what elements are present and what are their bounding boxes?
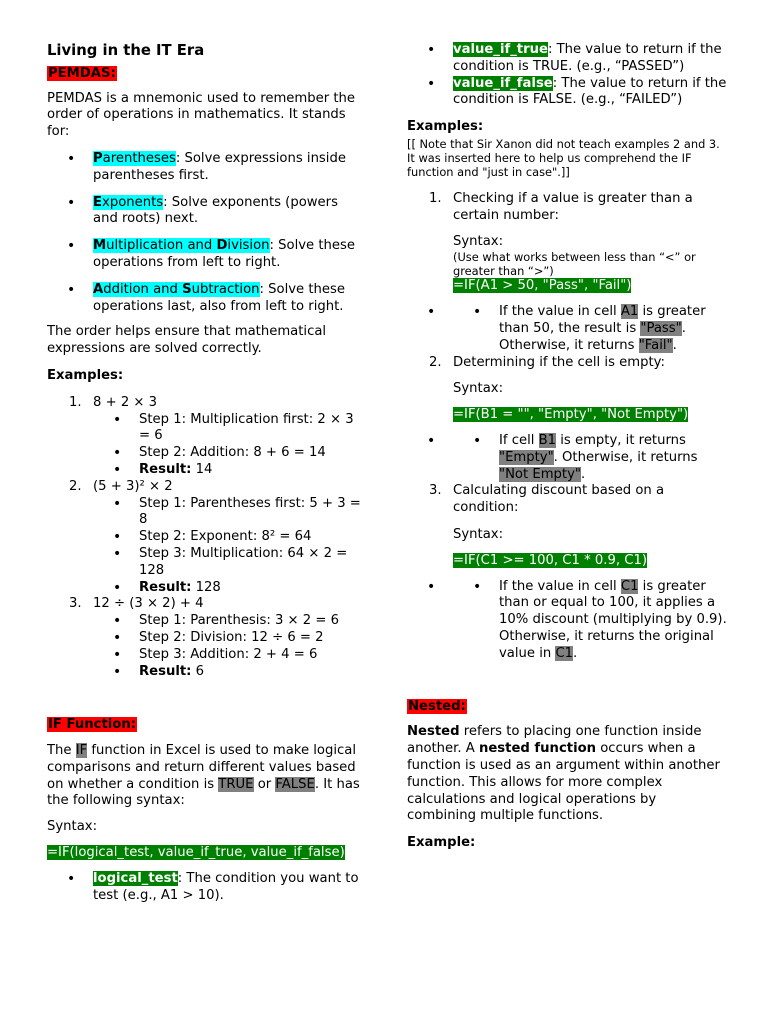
if-examples-heading: Examples: <box>407 119 484 135</box>
step: • Step 1: Parentheses first: 5 + 3 = 8 <box>93 496 365 530</box>
result: • Result: 14 <box>93 462 365 479</box>
pemdas-intro: PEMDAS is a mnemonic used to remember the order of operations in mathematics. It stands for: <box>47 90 355 140</box>
step: • Step 2: Exponent: 8² = 64 <box>93 529 365 546</box>
right-column <box>407 0 727 852</box>
order-note: The order helps ensure that mathematical expressions are solved correctly. <box>47 324 327 357</box>
pemdas-heading: PEMDAS: <box>48 65 116 81</box>
example-item: 2. (5 + 3)² × 2 • Step 1: Parentheses first: 5 + 3 = 8 • Step 2: Exponent: 8² = 64 • Step 3: Multiplication: 64 × 2 = 128 • Result: 128 <box>47 479 365 597</box>
if-syntax: =IF(logical_test, value_if_true, value_if_false) <box>47 845 345 861</box>
left-column <box>47 0 365 904</box>
example-syntax: =IF(C1 >= 100, C1 * 0.9, C1) <box>453 552 647 568</box>
if-example-3: 3. Calculating discount based on a condition: Syntax: =IF(C1 >= 100, C1 * 0.9, C1) • • If the value in cell C1 is greater than or equal to 100, it applies a 10% discount (multiplying by 0.9). Otherwise, it returns the original value in C1. <box>407 483 727 662</box>
syntax-label: Syntax: <box>47 819 98 835</box>
if-example-2: 2. Determining if the cell is empty: Syntax: =IF(B1 = "", "Empty", "Not Empty") • • If cell B1 is empty, it returns "Empty". Otherwise, it returns "Not Empty". <box>407 355 727 484</box>
result: • Result: 128 <box>93 580 365 597</box>
list-item: • Parentheses: Solve expressions inside parentheses first. <box>47 151 365 185</box>
step: • Step 2: Division: 12 ÷ 6 = 2 <box>93 630 365 647</box>
list-item: • Multiplication and Division: Solve these operations from left to right. <box>47 238 365 272</box>
list-item: • Exponents: Solve exponents (powers and roots) next. <box>47 195 365 229</box>
step: • Step 3: Addition: 2 + 4 = 6 <box>93 647 365 664</box>
note: [[ Note that Sir Xanon did not teach examples 2 and 3. It was inserted here to help us comprehend the IF function and "just in case".]] <box>407 136 720 179</box>
example-syntax: =IF(B1 = "", "Empty", "Not Empty") <box>453 407 689 423</box>
examples-heading: Examples: <box>47 367 124 383</box>
step: • Step 1: Multiplication first: 2 × 3 = 6 <box>93 412 365 446</box>
step: • Step 1: Parenthesis: 3 × 2 = 6 <box>93 613 365 630</box>
pemdas-list <box>47 151 365 315</box>
nested-paragraph: Nested refers to placing one function inside another. A nested function occurs when a function is used as an argument within another function. This allows for more complex calculations and logical operations by combining multiple functions. <box>407 724 720 824</box>
arg-logical-test: • logical_test: The condition you want to test (e.g., A1 > 10). <box>47 871 365 905</box>
if-intro: The IF function in Excel is used to make logical comparisons and return different values based on whether a condition is TRUE or FALSE. It has the following syntax: <box>47 743 360 809</box>
if-example-1: 1. Checking if a value is greater than a certain number: Syntax: (Use what works between less than “<” or greater than “>”) =IF(A1 > 50, "Pass", "Fail") • • If the value in cell A1 is greater than 50, the result is "Pass". Otherwise, it returns "Fail". <box>407 191 727 355</box>
arg-value-if-false: • value_if_false: The value to return if the condition is FALSE. (e.g., “FAILED”) <box>407 76 727 110</box>
nested-heading: Nested: <box>408 698 466 714</box>
list-item: • Addition and Subtraction: Solve these operations last, also from left to right. <box>47 282 365 316</box>
arg-value-if-true: • value_if_true: The value to return if the condition is TRUE. (e.g., “PASSED”) <box>407 42 727 76</box>
example-syntax: =IF(A1 > 50, "Pass", "Fail") <box>453 278 632 294</box>
step: • Step 2: Addition: 8 + 6 = 14 <box>93 445 365 462</box>
nested-example-heading: Example: <box>407 835 476 851</box>
pemdas-examples <box>47 395 365 681</box>
example-item: 1. 8 + 2 × 3 • Step 1: Multiplication first: 2 × 3 = 6 • Step 2: Addition: 8 + 6 = 14 • Result: 14 <box>47 395 365 479</box>
page-title: Living in the IT Era <box>47 42 205 59</box>
if-function-heading: IF Function: <box>48 717 136 733</box>
result: • Result: 6 <box>93 664 365 681</box>
example-item: 3. 12 ÷ (3 × 2) + 4 • Step 1: Parenthesis: 3 × 2 = 6 • Step 2: Division: 12 ÷ 6 = 2 • Step 3: Addition: 2 + 4 = 6 • Result: 6 <box>47 596 365 680</box>
step: • Step 3: Multiplication: 64 × 2 = 128 <box>93 546 365 580</box>
